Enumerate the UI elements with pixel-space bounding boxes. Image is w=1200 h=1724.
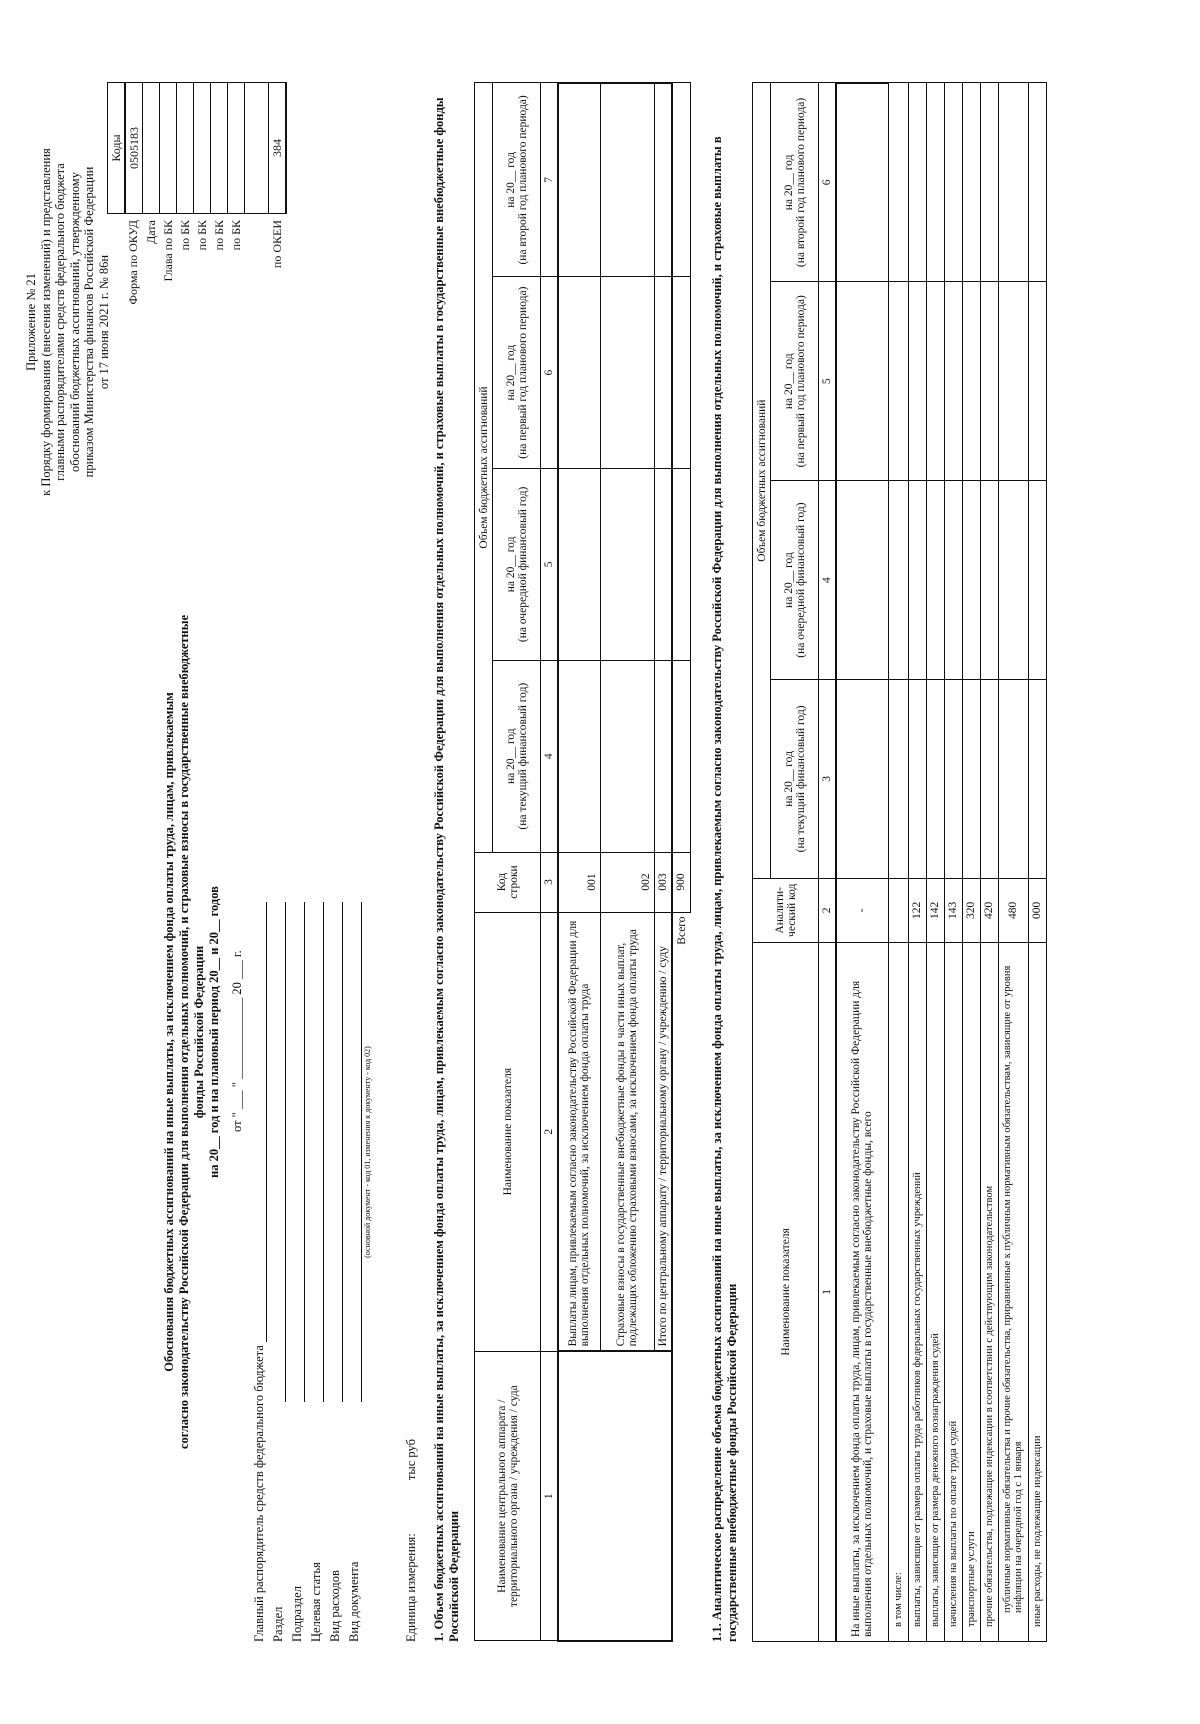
value-cell[interactable]: [600, 83, 654, 277]
table-row-label: транспортные услуги: [962, 942, 980, 1641]
value-cell[interactable]: [836, 282, 888, 481]
value-cell[interactable]: [1028, 83, 1046, 282]
s1-col5-year: на 20__ год: [504, 536, 517, 593]
field-subsection-label: Подраздел: [290, 1586, 304, 1642]
value-cell[interactable]: [908, 679, 926, 878]
value-cell[interactable]: [944, 282, 962, 481]
s11-col6-header: [771, 83, 819, 282]
s1-col7-year: на 20__ год: [504, 152, 517, 208]
field-main-manager-line[interactable]: [252, 902, 267, 1342]
row-code: 001: [558, 852, 600, 912]
s11-col3-year: на 20__ год: [782, 751, 795, 807]
code-label: Дата: [143, 220, 158, 244]
value-cell[interactable]: [926, 679, 944, 878]
appendix-line: от 17 июня 2021 г. № 86н: [96, 254, 111, 390]
value-cell[interactable]: [926, 282, 944, 481]
field-target-line[interactable]: [309, 902, 324, 1402]
s1-col5-header: [493, 469, 541, 661]
s11-col-num: 3: [819, 679, 837, 878]
table-row-label: выплаты, зависящие от размера оплаты труда работников федеральных государственных учреждений: [908, 942, 926, 1641]
code-label: Форма по ОКУД: [126, 220, 141, 305]
value-cell[interactable]: [672, 277, 690, 469]
value-cell[interactable]: [1028, 679, 1046, 878]
section11-table: [752, 82, 1047, 1642]
code-value: [160, 83, 177, 214]
value-cell[interactable]: [980, 83, 998, 282]
value-cell[interactable]: [926, 83, 944, 282]
code-value: 0505183: [125, 83, 143, 214]
s1-col1-header: Наименование центрального аппарата / территориального органа / учреждения / суда: [475, 1351, 541, 1641]
value-cell[interactable]: [672, 469, 690, 661]
s1-col-num: 6: [541, 277, 559, 469]
s1-group-header: Объем бюджетных ассигнований: [475, 83, 493, 852]
rotated-document-page: [12, 12, 1188, 1712]
value-cell[interactable]: [1028, 481, 1046, 680]
s11-col6-year: на 20__ год: [782, 154, 795, 211]
code-value: 384: [269, 83, 287, 214]
value-cell[interactable]: [980, 679, 998, 878]
field-section-label: Раздел: [271, 1606, 285, 1642]
row-code: 420: [980, 878, 998, 942]
table-row-label: начисления на выплаты по оплате труда судей: [944, 942, 962, 1641]
field-target-label: Целевая статья: [309, 1562, 323, 1642]
value-cell[interactable]: [962, 83, 980, 282]
s1-col6-period: (на первый год планового периода): [516, 286, 529, 459]
header-fields: [248, 902, 372, 1642]
value-cell[interactable]: [558, 277, 600, 469]
s11-col2-header: Аналити-ческий код: [753, 878, 819, 942]
value-cell[interactable]: [888, 282, 908, 481]
s11-col4-year: на 20__ год: [782, 552, 795, 608]
value-cell[interactable]: [908, 282, 926, 481]
code-value: [143, 83, 160, 214]
section1-title: 1. Объем бюджетных ассигнований на иные выплаты, за исключением фонда оплаты труда, лицам, привлекаемым согласно законодательству Российской Федерации для выполнения отдельных полномочий, и страховые выплаты в государственные внебюджетные фонды Российской Федерации: [432, 97, 461, 1642]
value-cell[interactable]: [888, 481, 908, 680]
s1-col-num: 7: [541, 83, 559, 277]
appendix-note: [24, 82, 111, 562]
value-cell[interactable]: [944, 481, 962, 680]
row-code: 900: [672, 852, 690, 912]
s11-col4-header: [771, 481, 819, 680]
s11-col5-header: [771, 282, 819, 481]
value-cell[interactable]: [962, 282, 980, 481]
value-cell[interactable]: [888, 83, 908, 282]
value-cell[interactable]: [998, 481, 1028, 680]
s11-col5-period: (на первый год планового периода): [794, 295, 807, 468]
incl-label: в том числе:: [888, 942, 908, 1641]
title-line: согласно законодательству Российской Федерации для выполнения отдельных полномочий, и страховые взносы в государственные внебюджетные фонды Российской Федерации: [177, 614, 206, 1450]
value-cell[interactable]: [558, 469, 600, 661]
row-code: 000: [1028, 878, 1046, 942]
value-cell[interactable]: [944, 83, 962, 282]
value-cell[interactable]: [926, 481, 944, 680]
s11-col-num: 1: [819, 942, 837, 1641]
code-label: Глава по БК: [160, 220, 175, 282]
value-cell[interactable]: [1028, 282, 1046, 481]
document-title: [162, 602, 222, 1462]
value-cell[interactable]: [836, 83, 888, 282]
s11-group-header: Объем бюджетных ассигнований: [753, 83, 771, 878]
s11-col-num: 5: [819, 282, 837, 481]
table-row-label: Страховые взносы в государственные внебюджетные фонды в части иных выплат, подлежащих обложению страховыми взносами, за исключением фонда оплаты труда: [600, 912, 654, 1351]
value-cell[interactable]: [888, 679, 908, 878]
s11-col4-period: (на очередной финансовый год): [794, 502, 807, 658]
row-code: 320: [962, 878, 980, 942]
table-row-label: На иные выплаты, за исключением фонда оплаты труда, лицам, привлекаемым согласно законодательству Российской Федерации для выполнения отдельных полномочий, и страховые выплаты в государственные внебюджетные фонды, всего: [836, 942, 888, 1641]
section1-table: [474, 82, 691, 1642]
value-cell[interactable]: [962, 679, 980, 878]
total-label: Всего: [672, 912, 690, 1351]
s1-col4-period: (на текущий финансовый год): [516, 682, 529, 830]
value-cell[interactable]: [672, 660, 690, 852]
section11-title: 1.1. Аналитическое распределение объема бюджетных ассигнований на иные выплаты, за исключением фонда оплаты труда, лицам, привлекаемым согласно законодательству Российской Федерации для выполнения отдельных полномочий, и страховые выплаты в государственные внебюджетные фонды Российской Федерации: [710, 136, 739, 1642]
s11-col6-period: (на второй год планового периода): [794, 97, 807, 268]
s1-col7-header: [493, 83, 541, 277]
value-cell[interactable]: [654, 277, 672, 469]
value-cell[interactable]: [944, 679, 962, 878]
appendix-line: Приложение № 21: [24, 273, 38, 371]
value-cell[interactable]: [600, 660, 654, 852]
s11-col-num: 4: [819, 481, 837, 680]
field-expense-type-label: Вид расходов: [328, 1570, 342, 1642]
value-cell[interactable]: [672, 83, 690, 277]
title-line: на 20__ год и на плановый период 20__ и 20__ годов: [207, 886, 221, 1178]
value-cell[interactable]: [998, 679, 1028, 878]
s1-org-cell[interactable]: [558, 1351, 672, 1641]
s1-col-num: 2: [541, 912, 559, 1351]
field-subsection-line[interactable]: [290, 902, 305, 1402]
code-value: [194, 83, 211, 214]
row-code: 142: [926, 878, 944, 942]
field-main-manager-label: Главный распорядитель средств федерального бюджета: [252, 1345, 266, 1642]
codes-header: Коды: [108, 83, 126, 214]
row-code: 002: [600, 852, 654, 912]
value-cell[interactable]: [836, 679, 888, 878]
value-cell: [888, 878, 908, 942]
from-date: от " ___ " _____________ 20 ___ г.: [230, 950, 244, 1132]
value-cell[interactable]: [962, 481, 980, 680]
s1-col-num: 1: [541, 1351, 559, 1641]
appendix-line: приказом Министерства финансов Российской Федерации: [82, 166, 96, 478]
code-value: [177, 83, 194, 214]
code-label: по БК: [177, 220, 192, 251]
s1-col7-period: (на второй год планового периода): [516, 95, 529, 265]
value-cell[interactable]: [980, 481, 998, 680]
unit-row: [404, 1439, 419, 1642]
s1-col5-period: (на очередной финансовый год): [516, 486, 529, 643]
s1-col-num: 4: [541, 660, 559, 852]
unit-label: Единица измерения:: [404, 1533, 418, 1642]
s1-col6-year: на 20__ год: [504, 344, 517, 401]
unit-value: тыс руб: [404, 1439, 418, 1481]
row-code: -: [836, 878, 888, 942]
s1-col4-header: [493, 660, 541, 852]
doc-type-hint: (основной документ - код 01, изменения к документу - код 02): [363, 1046, 372, 1258]
value-cell[interactable]: [600, 469, 654, 661]
value-cell[interactable]: [654, 83, 672, 277]
table-row-label: Выплаты лицам, привлекаемым согласно законодательству Российской Федерации для выполнения отдельных полномочий, за исключением фонда оплаты труда: [558, 912, 600, 1351]
code-label: [245, 214, 269, 311]
s1-col4-year: на 20__ год: [504, 728, 517, 785]
code-label: по БК: [211, 220, 226, 251]
s1-col6-header: [493, 277, 541, 469]
value-cell[interactable]: [836, 481, 888, 680]
s11-col3-period: (на текущий финансовый год): [794, 705, 807, 853]
s11-col3-header: [771, 679, 819, 878]
row-code: 143: [944, 878, 962, 942]
s11-col-num: 2: [819, 878, 837, 942]
s1-col-num: 3: [541, 852, 559, 912]
table-row-label: выплаты, зависящие от размера денежного вознаграждения судей: [926, 942, 944, 1641]
appendix-line: обоснований бюджетных ассигнований, утвержденному: [67, 172, 82, 472]
field-section-line[interactable]: [271, 902, 286, 1402]
field-doc-type-label: Вид документа: [347, 1561, 361, 1642]
value-cell[interactable]: [908, 83, 926, 282]
code-value: [228, 83, 245, 214]
code-label: по БК: [228, 220, 243, 251]
s11-col-num: 6: [819, 83, 837, 282]
table-row-label: Итого по центральному аппарату / территориальному органу / учреждению / суду: [654, 912, 672, 1351]
appendix-line: к Порядку формирования (внесения изменений) и представления: [38, 148, 53, 496]
value-cell[interactable]: [654, 469, 672, 661]
table-row-label: иные расходы, не подлежащие индексации: [1028, 942, 1046, 1641]
s1-col-num: 5: [541, 469, 559, 661]
appendix-line: главными распорядителями средств федерального бюджета: [53, 163, 67, 481]
title-line: Обоснования бюджетных ассигнований на иные выплаты, за исключением фонда оплаты труда, лицам, привлекаемым: [162, 692, 176, 1372]
code-label: по ОКЕИ: [269, 220, 284, 269]
value-cell[interactable]: [558, 660, 600, 852]
s1-col2-header: Наименование показателя: [475, 912, 541, 1351]
value-cell[interactable]: [998, 83, 1028, 282]
s11-col1-header: Наименование показателя: [753, 942, 819, 1641]
row-code: 480: [998, 878, 1028, 942]
value-cell[interactable]: [600, 277, 654, 469]
value-cell[interactable]: [998, 282, 1028, 481]
value-cell[interactable]: [908, 481, 926, 680]
s1-col3-header: Код строки: [475, 852, 541, 912]
field-expense-type-line[interactable]: [328, 902, 343, 1402]
code-value: [245, 83, 269, 214]
row-code: 003: [654, 852, 672, 912]
code-label: по БК: [194, 220, 209, 251]
value-cell[interactable]: [654, 660, 672, 852]
codes-table: [107, 82, 287, 310]
value-cell[interactable]: [558, 83, 600, 277]
table-row-label: прочие обязательства, подлежащие индексации в соответствии с действующим законодательством: [980, 942, 998, 1641]
field-doc-type-line[interactable]: [347, 902, 362, 1402]
code-value: [211, 83, 228, 214]
table-row-label: публичные нормативные обязательства и прочие обязательства, приравненные к публичным нормативным обязательствам, зависящие от уровня инфляции на очередной год с 1 января: [998, 942, 1028, 1641]
row-code: 122: [908, 878, 926, 942]
value-cell[interactable]: [980, 282, 998, 481]
blank-cell: [672, 1351, 690, 1641]
s11-col5-year: на 20__ год: [782, 353, 795, 410]
